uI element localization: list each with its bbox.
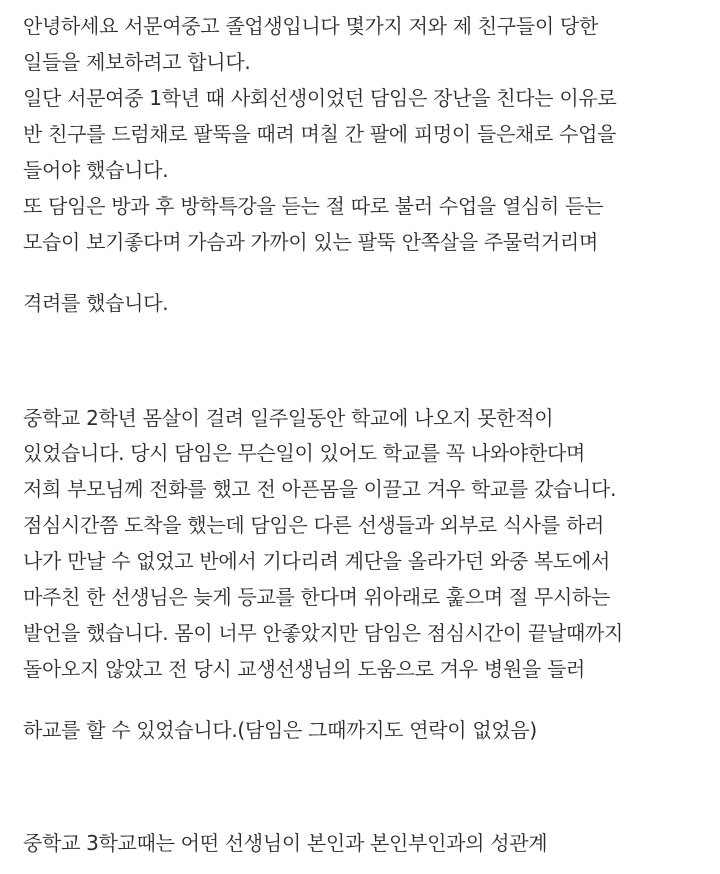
text-line: 일들을 제보하려고 합니다. [23,50,251,74]
text-line: 하교를 할 수 있었습니다.(담임은 그때까지도 연락이 없었음) [23,718,537,742]
text-line: 점심시간쯤 도착을 했는데 담임은 다른 선생들과 외부로 식사를 하러 [23,513,605,537]
text-line: 중학교 2학년 몸살이 걸려 일주일동안 학교에 나오지 못한적이 [23,406,554,430]
text-line: 나가 만날 수 없었고 반에서 기다리려 계단을 올라가던 와중 복도에서 [23,549,611,573]
text-line: 모습이 보기좋다며 가슴과 가까이 있는 팔뚝 안쪽살을 주물럭거리며 [23,230,598,254]
text-line: 저희 부모님께 전화를 했고 전 아픈몸을 이끌고 겨우 학교를 갔습니다. [23,477,617,501]
text-line: 중학교 3학교때는 어떤 선생님이 본인과 본인부인과의 성관계 [23,831,548,855]
text-line: 또 담임은 방과 후 방학특강을 듣는 절 따로 불러 수업을 열심히 듣는 [23,194,604,218]
text-line: 반 친구를 드럼채로 팔뚝을 때려 며칠 간 팔에 피멍이 들은채로 수업을 [23,122,617,146]
text-line: 있었습니다. 당시 담임은 무슨일이 있어도 학교를 꼭 나와야한다며 [23,441,585,465]
text-line: 돌아오지 않았고 전 당시 교생선생님의 도움으로 겨우 병원을 들러 [23,657,585,681]
text-line: 들어야 했습니다. [23,158,169,182]
text-line: 발언을 했습니다. 몸이 너무 안좋았지만 담임은 점심시간이 끝날때까지 [23,621,624,645]
text-line: 마주친 한 선생님은 늦게 등교를 한다며 위아래로 훑으며 절 무시하는 [23,585,611,609]
text-line: 안녕하세요 서문여중고 졸업생입니다 몇가지 저와 제 친구들이 당한 [23,14,598,38]
text-line: 격려를 했습니다. [23,291,169,315]
text-line: 일단 서문여중 1학년 때 사회선생이었던 담임은 장난을 친다는 이유로 [23,86,617,110]
